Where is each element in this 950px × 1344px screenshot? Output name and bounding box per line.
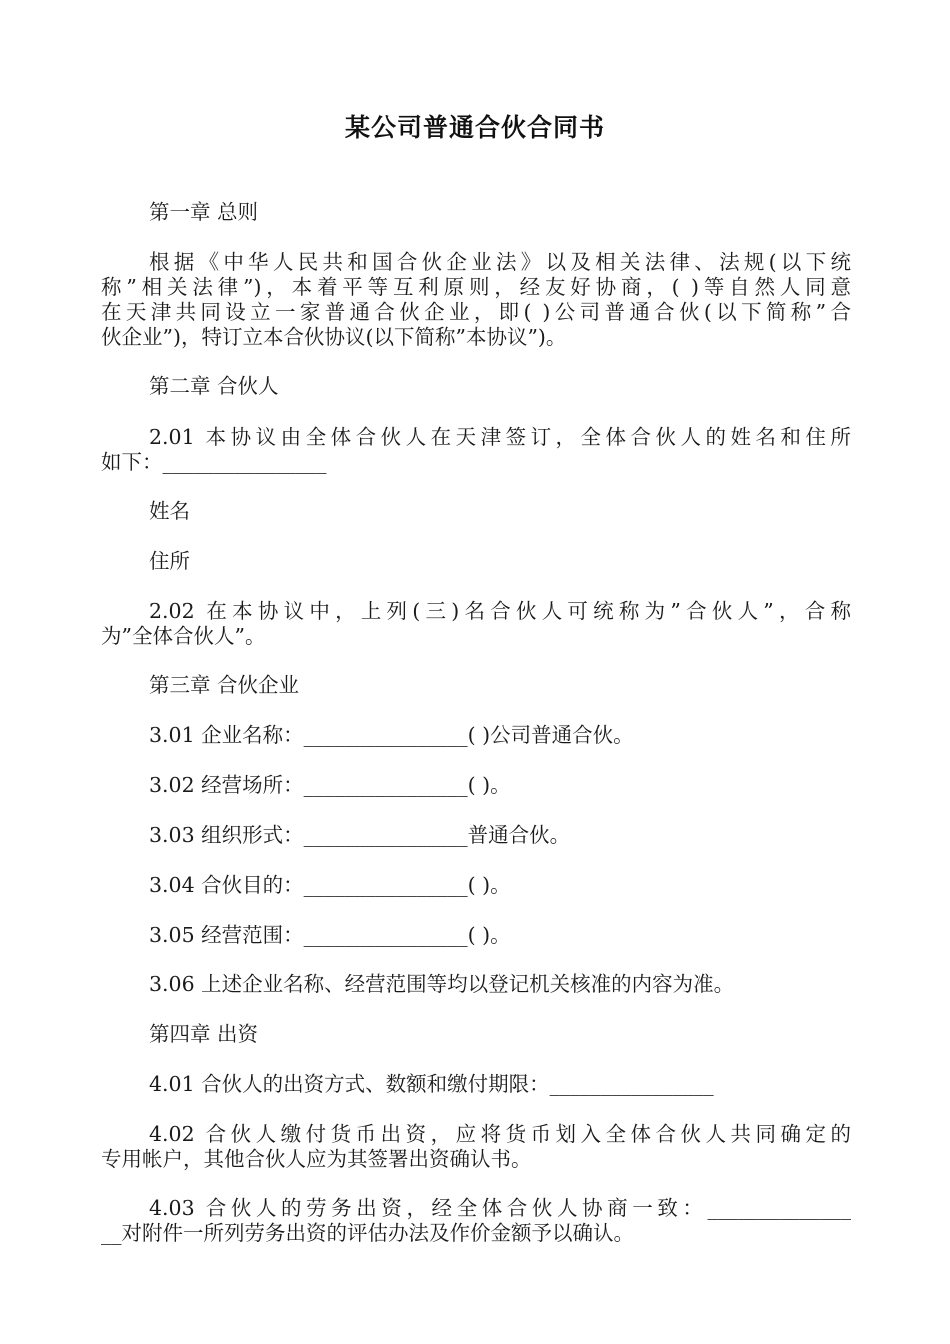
clause-2-01: 2.01 本协议由全体合伙人在天津签订，全体合伙人的姓名和住所 bbox=[149, 425, 851, 449]
name-label: 姓名 bbox=[149, 499, 190, 523]
clause-3-04: 3.04 合伙目的：________________( )。 bbox=[149, 873, 511, 897]
clause-3-01: 3.01 企业名称：________________( )公司普通合伙。 bbox=[149, 723, 634, 747]
document-title: 某公司普通合伙合同书 bbox=[344, 113, 605, 142]
paragraph-line: 伙企业”)，特订立本合伙协议(以下简称”本协议”)。 bbox=[101, 325, 567, 349]
clause-3-05: 3.05 经营范围：________________( )。 bbox=[149, 923, 511, 947]
clause-3-06: 3.06 上述企业名称、经营范围等均以登记机关核准的内容为准。 bbox=[149, 972, 735, 996]
clause-4-03: 4.03 合伙人的劳务出资，经全体合伙人协商一致：______________ bbox=[149, 1196, 851, 1220]
paragraph-line: 称”相关法律”)，本着平等互利原则，经友好协商，( )等自然人同意 bbox=[101, 275, 851, 299]
chapter-1-heading: 第一章 总则 bbox=[149, 200, 259, 224]
chapter-4-heading: 第四章 出资 bbox=[149, 1022, 259, 1046]
paragraph-line: 根据《中华人民共和国合伙企业法》以及相关法律、法规(以下统 bbox=[149, 250, 851, 274]
clause-2-01-cont: 如下：________________ bbox=[101, 450, 327, 474]
clause-4-03-cont: __对附件一所列劳务出资的评估办法及作价金额予以确认。 bbox=[101, 1221, 634, 1245]
clause-3-02: 3.02 经营场所：________________( )。 bbox=[149, 773, 511, 797]
clause-4-02-cont: 专用帐户，其他合伙人应为其签署出资确认书。 bbox=[101, 1147, 532, 1171]
clause-2-02: 2.02 在本协议中，上列(三)名合伙人可统称为”合伙人”，合称 bbox=[149, 599, 851, 623]
clause-4-01: 4.01 合伙人的出资方式、数额和缴付期限：________________ bbox=[149, 1072, 714, 1096]
clause-4-02: 4.02 合伙人缴付货币出资，应将货币划入全体合伙人共同确定的 bbox=[149, 1122, 851, 1146]
chapter-2-heading: 第二章 合伙人 bbox=[149, 374, 279, 398]
paragraph-line: 在天津共同设立一家普通合伙企业，即( )公司普通合伙(以下简称”合 bbox=[101, 300, 851, 324]
clause-2-02-cont: 为”全体合伙人”。 bbox=[101, 624, 266, 648]
address-label: 住所 bbox=[149, 549, 190, 573]
clause-3-03: 3.03 组织形式：________________普通合伙。 bbox=[149, 823, 571, 847]
chapter-3-heading: 第三章 合伙企业 bbox=[149, 673, 300, 697]
